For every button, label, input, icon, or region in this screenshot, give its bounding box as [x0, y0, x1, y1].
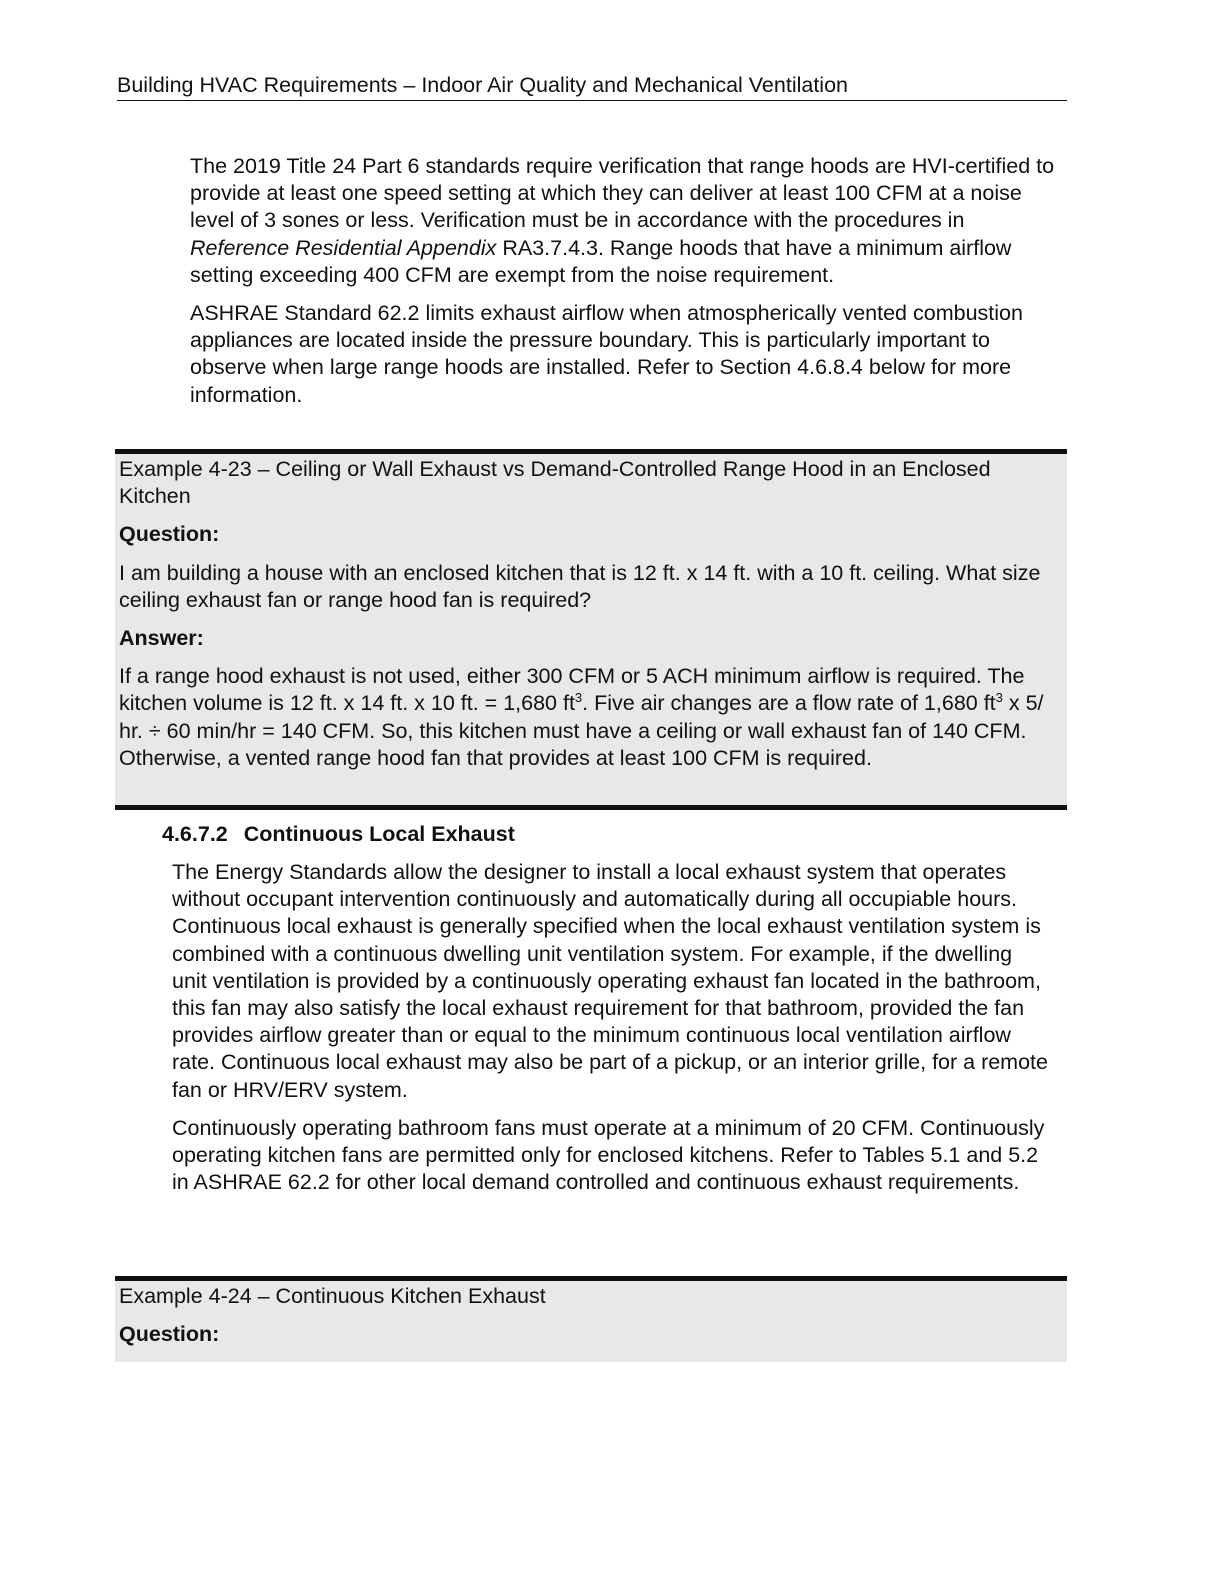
example-title: Example 4-24 – Continuous Kitchen Exhaust: [119, 1284, 546, 1308]
section-paragraph-2: Continuously operating bathroom fans must operate at a minimum of 20 CFM. Continuously operating kitchen fans are permitted only for enclosed kitchens. Refer to Tables 5.1 and 5.2 in ASHRAE 62.2 for other local demand controlled and continuous exhaust requirements.: [172, 1115, 1045, 1195]
section-body: [172, 859, 1052, 1207]
answer-text: If a range hood exhaust is not used, either 300 CFM or 5 ACH minimum airflow is required. The kitchen volume is 12 ft. x 14 ft. x 10 ft. = 1,680 $ft^3$. Five air changes are a flow rate of 1,680 $ft^3$ x 5/ hr. ÷ 60 min/hr = 140 CFM. So, this kitchen must have a ceiling or wall exhaust fan of 140 CFM. Otherwise, a vented range hood fan that provides at least 100 CFM is required.: [119, 664, 1044, 770]
question-label: Question:: [119, 522, 220, 547]
section-title: Continuous Local Exhaust: [243, 822, 515, 846]
intro-section: [190, 153, 1060, 420]
example-4-24-box: [115, 1276, 1067, 1362]
answer-label: Answer:: [119, 626, 204, 651]
example-4-23-box: [115, 449, 1067, 810]
page-header: [117, 70, 1067, 101]
question-text: I am building a house with an enclosed kitchen that is 12 ft. x 14 ft. with a 10 ft. ceiling. What size ceiling exhaust fan or range hood fan is required?: [119, 560, 1041, 612]
section-heading: [162, 820, 515, 848]
intro-paragraph-2: ASHRAE Standard 62.2 limits exhaust airflow when atmospherically vented combustion appliances are located inside the pressure boundary. This is particularly important to observe when large range hoods are installed. Refer to Section 4.6.8.4 below for more information.: [190, 301, 1023, 407]
page-header-title: Building HVAC Requirements – Indoor Air Quality and Mechanical Ventilation: [117, 73, 848, 97]
section-number: 4.6.7.2: [162, 822, 228, 846]
intro-paragraph-1: The 2019 Title 24 Part 6 standards require verification that range hoods are HVI-certified to provide at least one speed setting at which they can deliver at least 100 CFM at a noise level of 3 sones or less. Verification must be in accordance with the procedures in Reference Residential Appendix RA3.7.4.3. Range hoods that have a minimum airflow setting exceeding 400 CFM are exempt from the noise requirement.: [190, 154, 1055, 287]
question-label: Question:: [119, 1322, 220, 1347]
example-title: Example 4-23 – Ceiling or Wall Exhaust vs Demand-Controlled Range Hood in an Enclosed Kitchen: [119, 457, 991, 509]
section-paragraph-1: The Energy Standards allow the designer to install a local exhaust system that operates without occupant intervention continuously and automatically during all occupiable hours. Continuous local exhaust is generally specified when the local exhaust ventilation system is combined with a continuous dwelling unit ventilation system. For example, if the dwelling unit ventilation is provided by a continuously operating exhaust fan located in the bathroom, this fan may also satisfy the local exhaust requirement for that bathroom, provided the fan provides airflow greater than or equal to the minimum continuous local ventilation airflow rate. Continuous local exhaust may also be part of a pickup, or an interior grille, for a remote fan or HRV/ERV system.: [172, 860, 1048, 1102]
appendix-reference: Reference Residential Appendix: [190, 235, 497, 260]
